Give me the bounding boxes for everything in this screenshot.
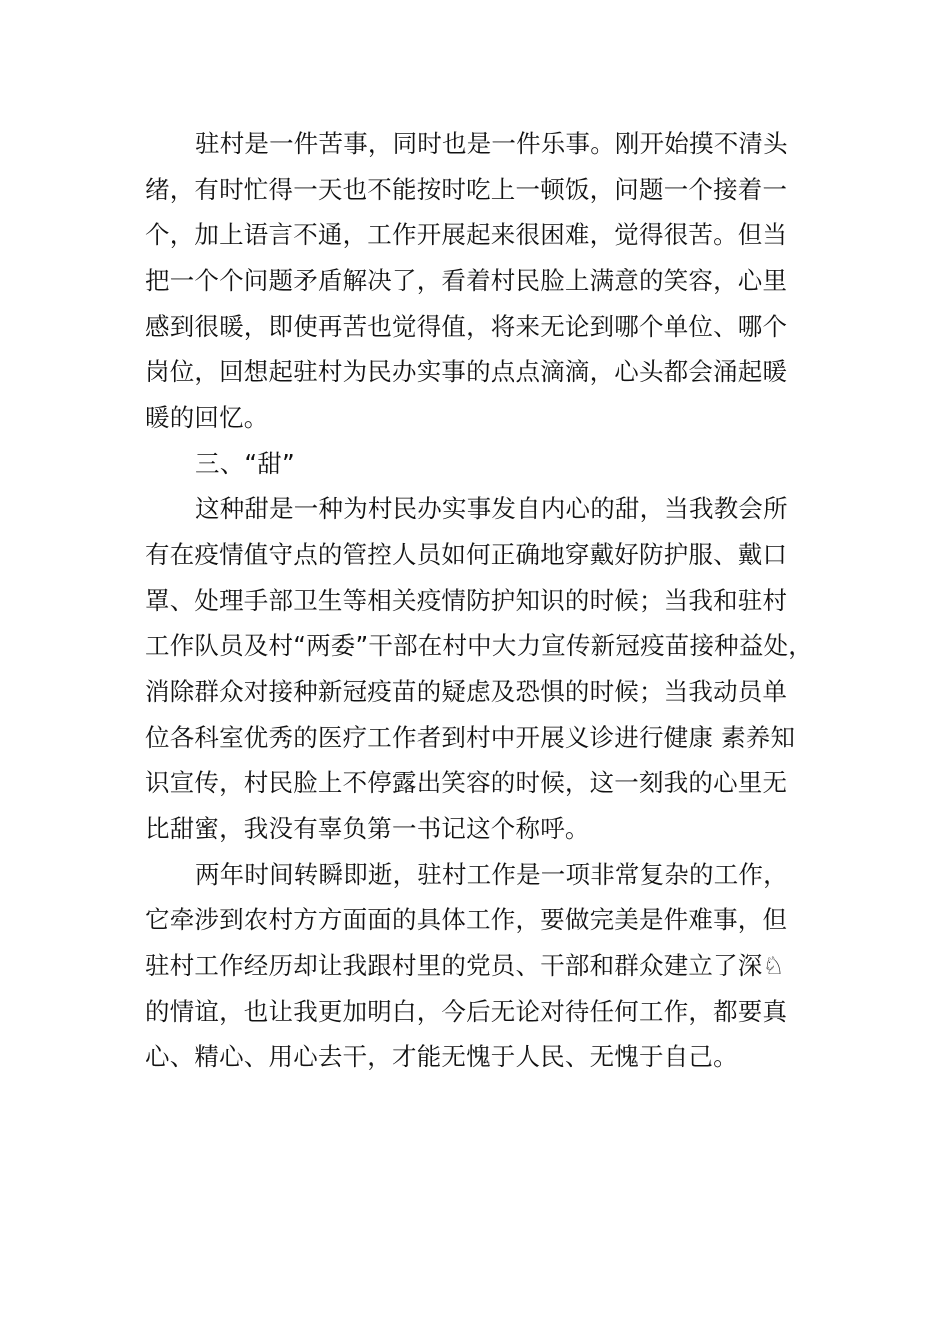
text-line: 绪，有时忙得一天也不能按时吃上一顿饭，问题一个接着一 [145, 175, 788, 204]
text-line: 感到很暖，即使再苦也觉得值，将来无论到哪个单位、哪个 [145, 312, 788, 341]
text-line: 心、精心、用心去干，才能无愧于人民、无愧于自己。 [145, 1042, 738, 1071]
text-line: 两年时间转瞬即逝，驻村工作是一项非常复杂的工作， [195, 860, 788, 889]
text-line: 驻村工作经历却让我跟村里的党员、干部和群众建立了深♘ [145, 951, 785, 980]
text-line: 暖的回忆。 [145, 403, 269, 432]
text-line: 比甜蜜，我没有辜负第一书记这个称呼。 [145, 814, 590, 843]
text-line: 位各科室优秀的医疗工作者到村中开展义诊进行健康 素养知 [145, 723, 796, 752]
text-line: 岗位，回想起驻村为民办实事的点点滴滴，心头都会涌起暖 [145, 357, 788, 386]
text-line: 它牵涉到农村方方面面的具体工作，要做完美是件难事，但 [145, 905, 788, 934]
text-line: 的情谊，也让我更加明白，今后无论对待任何工作，都要真 [145, 997, 788, 1026]
text-line: 罩、处理手部卫生等相关疫情防护知识的时候；当我和驻村 [145, 586, 788, 615]
text-line: 消除群众对接种新冠疫苗的疑虑及恐惧的时候；当我动员单 [145, 677, 788, 706]
section-heading: 三、“甜” [195, 449, 295, 478]
text-line: 这种甜是一种为村民办实事发自内心的甜，当我教会所 [195, 494, 788, 523]
text-line: 把一个个问题矛盾解决了，看着村民脸上满意的笑容，心里 [145, 266, 788, 295]
text-line: 工作队员及村“两委”干部在村中大力宣传新冠疫苗接种益处， [145, 631, 813, 660]
text-line: 驻村是一件苦事，同时也是一件乐事。刚开始摸不清头 [195, 129, 788, 158]
text-line: 个，加上语言不通，工作开展起来很困难，觉得很苦。但当 [145, 220, 788, 249]
text-line: 有在疫情值守点的管控人员如何正确地穿戴好防护服、戴口 [145, 540, 788, 569]
text-line: 识宣传，村民脸上不停露出笑容的时候，这一刻我的心里无 [145, 768, 788, 797]
